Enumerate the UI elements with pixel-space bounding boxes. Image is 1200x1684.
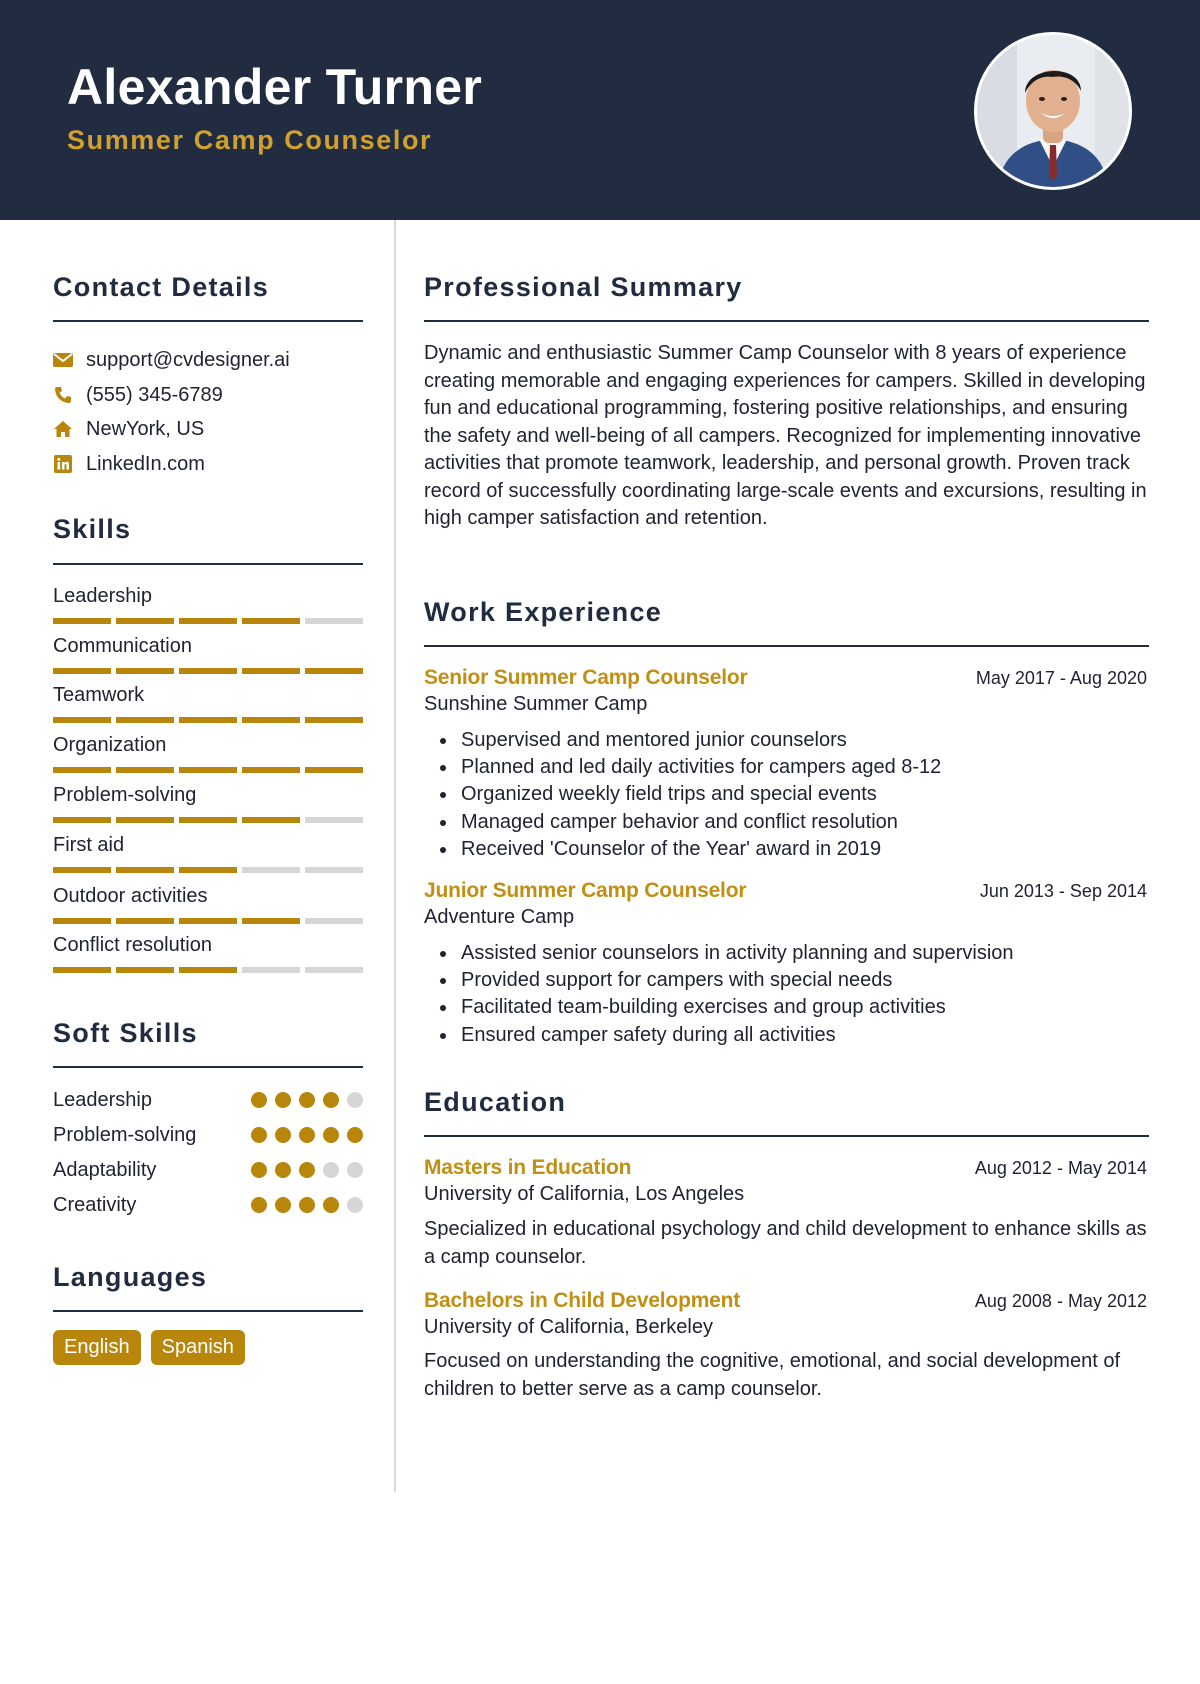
job-company: Sunshine Summer Camp (424, 693, 648, 715)
skill-level-segment (116, 967, 174, 973)
soft-skill-label: Leadership (53, 1088, 152, 1111)
skill-level-segment (179, 967, 237, 973)
skill-level-bar (53, 817, 363, 823)
column-divider (394, 220, 396, 1492)
soft-skill-row (53, 1156, 363, 1184)
list-item: Supervised and mentored junior counselors (424, 727, 1149, 754)
candidate-title: Summer Camp Counselor (67, 125, 433, 155)
job-company: Adventure Camp (424, 906, 575, 928)
skill-level-segment (179, 668, 237, 674)
soft-skill-row (53, 1121, 363, 1149)
list-item: Planned and led daily activities for campers aged 8-12 (424, 754, 1149, 781)
soft-skill-label: Creativity (53, 1193, 137, 1216)
skill-level-segment (305, 618, 363, 624)
rating-dot (299, 1092, 315, 1108)
skill-level-segment (242, 867, 300, 873)
languages-rule (53, 1310, 363, 1312)
skill-level-segment (305, 867, 363, 873)
skill-level-segment (116, 867, 174, 873)
contact-heading: Contact Details (53, 272, 270, 302)
soft-skill-rating (251, 1162, 363, 1178)
soft-skills-rule (53, 1066, 363, 1068)
skill-level-segment (179, 618, 237, 624)
list-item: Received 'Counselor of the Year' award in 2019 (424, 836, 1149, 863)
job-dates: Jun 2013 - Sep 2014 (979, 881, 1147, 901)
skill-level-segment (53, 967, 111, 973)
summary-heading: Professional Summary (424, 272, 743, 302)
home-icon (53, 419, 73, 439)
skill-label: Problem-solving (53, 784, 197, 806)
skill-level-segment (179, 767, 237, 773)
rating-dot (251, 1162, 267, 1178)
skill-level-segment (53, 767, 111, 773)
skill-level-segment (53, 918, 111, 924)
job-bullets (424, 940, 1149, 1049)
skill-level-segment (116, 717, 174, 723)
rating-dot (299, 1162, 315, 1178)
list-item: Organized weekly field trips and special events (424, 781, 1149, 808)
skill-level-segment (116, 817, 174, 823)
rating-dot (275, 1092, 291, 1108)
skill-level-segment (242, 668, 300, 674)
language-badge: Spanish (151, 1330, 245, 1365)
rating-dot (347, 1162, 363, 1178)
linkedin-icon (53, 454, 73, 474)
contact-email-text: support@cvdesigner.ai (86, 348, 290, 371)
language-badge: English (53, 1330, 141, 1365)
skill-level-segment (242, 918, 300, 924)
envelope-icon (53, 350, 73, 370)
skill-level-segment (53, 668, 111, 674)
skill-level-bar (53, 618, 363, 624)
skill-label: Leadership (53, 585, 152, 607)
rating-dot (299, 1127, 315, 1143)
skill-level-bar (53, 867, 363, 873)
list-item: Provided support for campers with special needs (424, 967, 1149, 994)
profile-photo (974, 32, 1132, 190)
rating-dot (275, 1197, 291, 1213)
skill-level-segment (116, 918, 174, 924)
skill-level-segment (305, 668, 363, 674)
skill-level-segment (305, 767, 363, 773)
skill-level-segment (305, 717, 363, 723)
school-name: University of California, Los Angeles (424, 1183, 745, 1205)
skill-level-segment (116, 767, 174, 773)
degree-title: Masters in Education (424, 1156, 632, 1179)
soft-skill-rating (251, 1092, 363, 1108)
languages-heading: Languages (53, 1262, 208, 1292)
job-header (424, 879, 1147, 903)
skill-level-segment (116, 618, 174, 624)
skill-level-segment (179, 717, 237, 723)
school-name: University of California, Berkeley (424, 1316, 713, 1338)
soft-skill-rating (251, 1127, 363, 1143)
candidate-name: Alexander Turner (67, 59, 483, 115)
job-title: Senior Summer Camp Counselor (424, 666, 748, 689)
skill-label: Outdoor activities (53, 885, 208, 907)
education-dates: Aug 2008 - May 2012 (974, 1291, 1147, 1311)
resume-header (0, 0, 1200, 220)
rating-dot (323, 1092, 339, 1108)
skill-level-segment (305, 817, 363, 823)
skill-level-bar (53, 767, 363, 773)
contact-email[interactable] (53, 347, 290, 373)
skill-label: Communication (53, 635, 192, 657)
skill-level-segment (242, 817, 300, 823)
soft-skill-rating (251, 1197, 363, 1213)
skill-level-segment (53, 867, 111, 873)
skill-level-bar (53, 967, 363, 973)
skill-level-segment (305, 918, 363, 924)
contact-linkedin-text: LinkedIn.com (86, 452, 205, 475)
skills-heading: Skills (53, 514, 132, 544)
education-rule (424, 1135, 1149, 1137)
rating-dot (323, 1162, 339, 1178)
skill-level-segment (242, 618, 300, 624)
skill-level-bar (53, 918, 363, 924)
skill-level-segment (179, 918, 237, 924)
list-item: Ensured camper safety during all activities (424, 1022, 1149, 1049)
education-header (424, 1289, 1147, 1313)
education-dates: Aug 2012 - May 2014 (974, 1158, 1147, 1178)
skill-level-segment (242, 717, 300, 723)
skill-label: Organization (53, 734, 167, 756)
skill-level-segment (242, 967, 300, 973)
skill-label: Conflict resolution (53, 934, 212, 956)
soft-skill-label: Adaptability (53, 1158, 157, 1181)
degree-title: Bachelors in Child Development (424, 1289, 741, 1312)
summary-rule (424, 320, 1149, 322)
rating-dot (347, 1127, 363, 1143)
skill-level-segment (179, 867, 237, 873)
education-description: Specialized in educational psychology and child development to enhance skills as a camp counselor. (424, 1218, 1147, 1268)
skill-level-segment (53, 717, 111, 723)
education-heading: Education (424, 1087, 567, 1117)
job-dates: May 2017 - Aug 2020 (975, 668, 1147, 688)
job-title: Junior Summer Camp Counselor (424, 879, 747, 902)
phone-icon (53, 385, 73, 405)
rating-dot (251, 1197, 267, 1213)
languages-list (53, 1330, 245, 1365)
work-rule (424, 645, 1149, 647)
list-item: Assisted senior counselors in activity planning and supervision (424, 940, 1149, 967)
rating-dot (251, 1092, 267, 1108)
education-header (424, 1156, 1147, 1180)
rating-dot (347, 1092, 363, 1108)
rating-dot (323, 1127, 339, 1143)
education-description: Focused on understanding the cognitive, emotional, and social development of children to better serve as a camp counselor. (424, 1350, 1121, 1400)
contact-location-text: NewYork, US (86, 417, 205, 440)
skill-level-segment (53, 817, 111, 823)
contact-location (53, 416, 204, 442)
skill-level-segment (305, 967, 363, 973)
summary-text: Dynamic and enthusiastic Summer Camp Counselor with 8 years of experience creating memorable and engaging experiences for campers. Skilled in developing fun and educational programming, fostering positive relationships, and ensuring the safety and well-being of all campers. Recognized for implementing innovative activities that promote teamwork, leadership, and personal growth. Proven track record of successfully coordinating large-scale events and excursions, resulting in high camper satisfaction and retention. (424, 342, 1147, 529)
skills-rule (53, 563, 363, 565)
contact-phone-text: (555) 345-6789 (86, 383, 223, 406)
soft-skill-label: Problem-solving (53, 1123, 197, 1146)
skill-level-bar (53, 717, 363, 723)
skill-label: Teamwork (53, 684, 145, 706)
list-item: Managed camper behavior and conflict resolution (424, 809, 1149, 836)
soft-skills-heading: Soft Skills (53, 1018, 198, 1048)
list-item: Facilitated team-building exercises and group activities (424, 994, 1149, 1021)
skill-level-segment (116, 668, 174, 674)
work-heading: Work Experience (424, 597, 663, 627)
job-bullets (424, 727, 1149, 863)
contact-rule (53, 320, 363, 322)
contact-phone[interactable] (53, 382, 223, 408)
rating-dot (275, 1162, 291, 1178)
rating-dot (323, 1197, 339, 1213)
rating-dot (347, 1197, 363, 1213)
skill-label: First aid (53, 834, 125, 856)
skill-level-bar (53, 668, 363, 674)
contact-linkedin[interactable] (53, 451, 205, 477)
rating-dot (251, 1127, 267, 1143)
soft-skill-row (53, 1086, 363, 1114)
rating-dot (275, 1127, 291, 1143)
skill-level-segment (179, 817, 237, 823)
rating-dot (299, 1197, 315, 1213)
soft-skill-row (53, 1191, 363, 1219)
skill-level-segment (53, 618, 111, 624)
skill-level-segment (242, 767, 300, 773)
job-header (424, 666, 1147, 690)
